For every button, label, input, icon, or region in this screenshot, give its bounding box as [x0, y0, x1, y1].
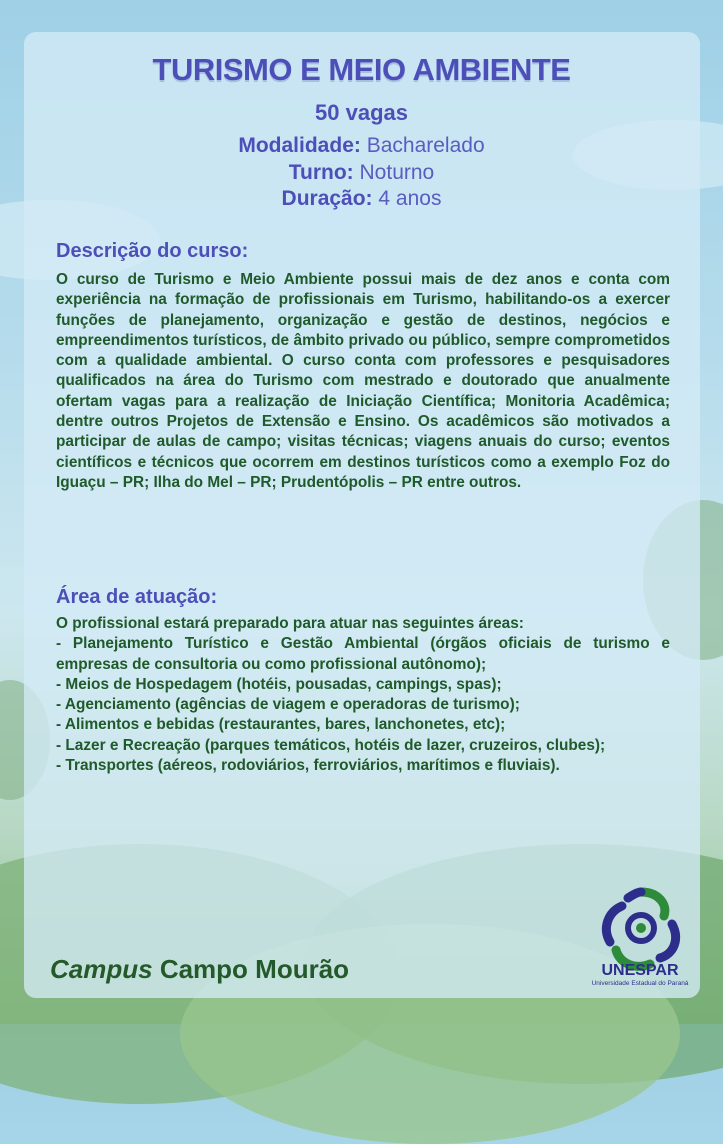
atuacao-intro: O profissional estará preparado para atuar nas seguintes áreas: [56, 615, 524, 632]
list-item: - Planejamento Turístico e Gestão Ambiental (órgãos oficiais de turismo e empresas de consultoria ou como profissional autônomo); [56, 635, 670, 673]
list-item: - Meios de Hospedagem (hotéis, pousadas, campings, spas); [56, 675, 502, 693]
turno-line [0, 161, 723, 185]
campus-name: Campo Mourão [159, 954, 350, 984]
duracao-line [0, 187, 723, 211]
duracao-label: Duração: [281, 187, 373, 210]
list-item: - Alimentos e bebidas (restaurantes, bares, lanchonetes, etc); [56, 716, 506, 734]
modalidade-line [0, 134, 723, 158]
atuacao-list [56, 614, 670, 776]
page-title: TURISMO E MEIO AMBIENTE [152, 52, 571, 87]
descricao-text: O curso de Turismo e Meio Ambiente possui mais de dez anos e conta com experiência na formação de profissionais em Turismo, habilitando-os a exercer funções de planejamento, organização e gestão de destinos, negócios e empreendimentos turísticos, de âmbito privado ou público, sempre comprometidos com a qualidade ambiental. O curso conta com professores e pesquisadores qualificados na área do Turismo com mestrado e doutorado que anualmente ofertam vagas para a realização de Iniciação Científica; Monitoria Acadêmica; dentre outros Projetos de Extensão e Ensino. Os acadêmicos são motivados a participar de aulas de campo; visitas técnicas; viagens anuais do curso; eventos científicos e técnicos que ocorrem em destinos turísticos como a exemplo Foz do Iguaçu – PR; Ilha do Mel – PR; Prudentópolis – PR entre outros. [56, 271, 670, 491]
logo-name: UNESPAR [601, 962, 679, 979]
modalidade-label: Modalidade: [238, 134, 361, 157]
duracao-value: 4 anos [378, 187, 442, 210]
campus-label [50, 954, 349, 985]
turno-value: Noturno [359, 161, 435, 184]
list-item: - Agenciamento (agências de viagem e operadoras de turismo); [56, 696, 520, 714]
list-item: - Lazer e Recreação (parques temáticos, hotéis de lazer, cruzeiros, clubes); [56, 736, 606, 754]
descricao-heading: Descrição do curso: [56, 240, 249, 262]
logo-subtitle: Universidade Estadual do Paraná [591, 980, 689, 987]
turno-label: Turno: [288, 161, 354, 184]
atuacao-heading: Área de atuação: [56, 586, 218, 608]
campus-italic: Campus [50, 954, 153, 984]
vagas-count: 50 vagas [315, 100, 408, 125]
modalidade-value: Bacharelado [366, 134, 485, 157]
list-item: - Transportes (aéreos, rodoviários, ferroviários, marítimos e fluviais). [56, 757, 560, 775]
